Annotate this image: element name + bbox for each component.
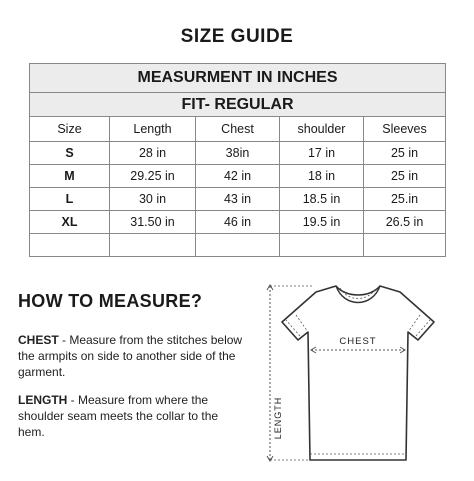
table-row	[30, 165, 446, 188]
tshirt-icon	[282, 286, 434, 460]
sleeves-cell: 25 in	[364, 142, 446, 165]
size-cell: L	[30, 188, 110, 211]
length-instruction-label: LENGTH	[18, 393, 68, 407]
column-header-chest: Chest	[196, 117, 280, 142]
chest-instruction-text: - Measure from the stitches below the armpits on side to another side of the garment.	[18, 333, 243, 379]
fit-heading: FIT- REGULAR	[30, 93, 446, 117]
column-header-sleeves: Sleeves	[364, 117, 446, 142]
table-band-units	[30, 64, 446, 93]
how-to-heading: HOW TO MEASURE?	[18, 291, 203, 311]
column-header-size: Size	[30, 117, 110, 142]
table-header-row	[30, 117, 446, 142]
size-table	[29, 63, 446, 257]
chest-instruction	[18, 332, 248, 380]
length-instruction-text: - Measure from where the shoulder seam meets the collar to the hem.	[18, 393, 219, 439]
length-cell: 30 in	[110, 188, 196, 211]
length-cell: 28 in	[110, 142, 196, 165]
chest-cell: 42 in	[196, 165, 280, 188]
chest-cell: 43 in	[196, 188, 280, 211]
size-cell: M	[30, 165, 110, 188]
shoulder-cell: 17 in	[280, 142, 364, 165]
chest-cell: 46 in	[196, 211, 280, 234]
chest-cell: 38in	[196, 142, 280, 165]
size-cell: S	[30, 142, 110, 165]
chest-instruction-label: CHEST	[18, 333, 59, 347]
column-header-length: Length	[110, 117, 196, 142]
shoulder-cell: 18 in	[280, 165, 364, 188]
length-cell: 31.50 in	[110, 211, 196, 234]
sleeves-cell: 26.5 in	[364, 211, 446, 234]
page-title: SIZE GUIDE	[180, 26, 294, 47]
table-row-empty	[30, 234, 446, 257]
sleeves-cell: 25.in	[364, 188, 446, 211]
size-cell: XL	[30, 211, 110, 234]
diagram-length-label: LENGTH	[273, 396, 283, 440]
table-row	[30, 188, 446, 211]
units-heading: MEASURMENT IN INCHES	[30, 64, 446, 93]
shoulder-cell: 19.5 in	[280, 211, 364, 234]
sleeves-cell: 25 in	[364, 165, 446, 188]
table-band-fit	[30, 93, 446, 117]
shoulder-cell: 18.5 in	[280, 188, 364, 211]
column-header-shoulder: shoulder	[280, 117, 364, 142]
diagram-chest-label: CHEST	[339, 336, 377, 347]
table-row	[30, 211, 446, 234]
length-cell: 29.25 in	[110, 165, 196, 188]
length-instruction	[18, 392, 248, 440]
tshirt-diagram	[258, 278, 458, 474]
table-row	[30, 142, 446, 165]
